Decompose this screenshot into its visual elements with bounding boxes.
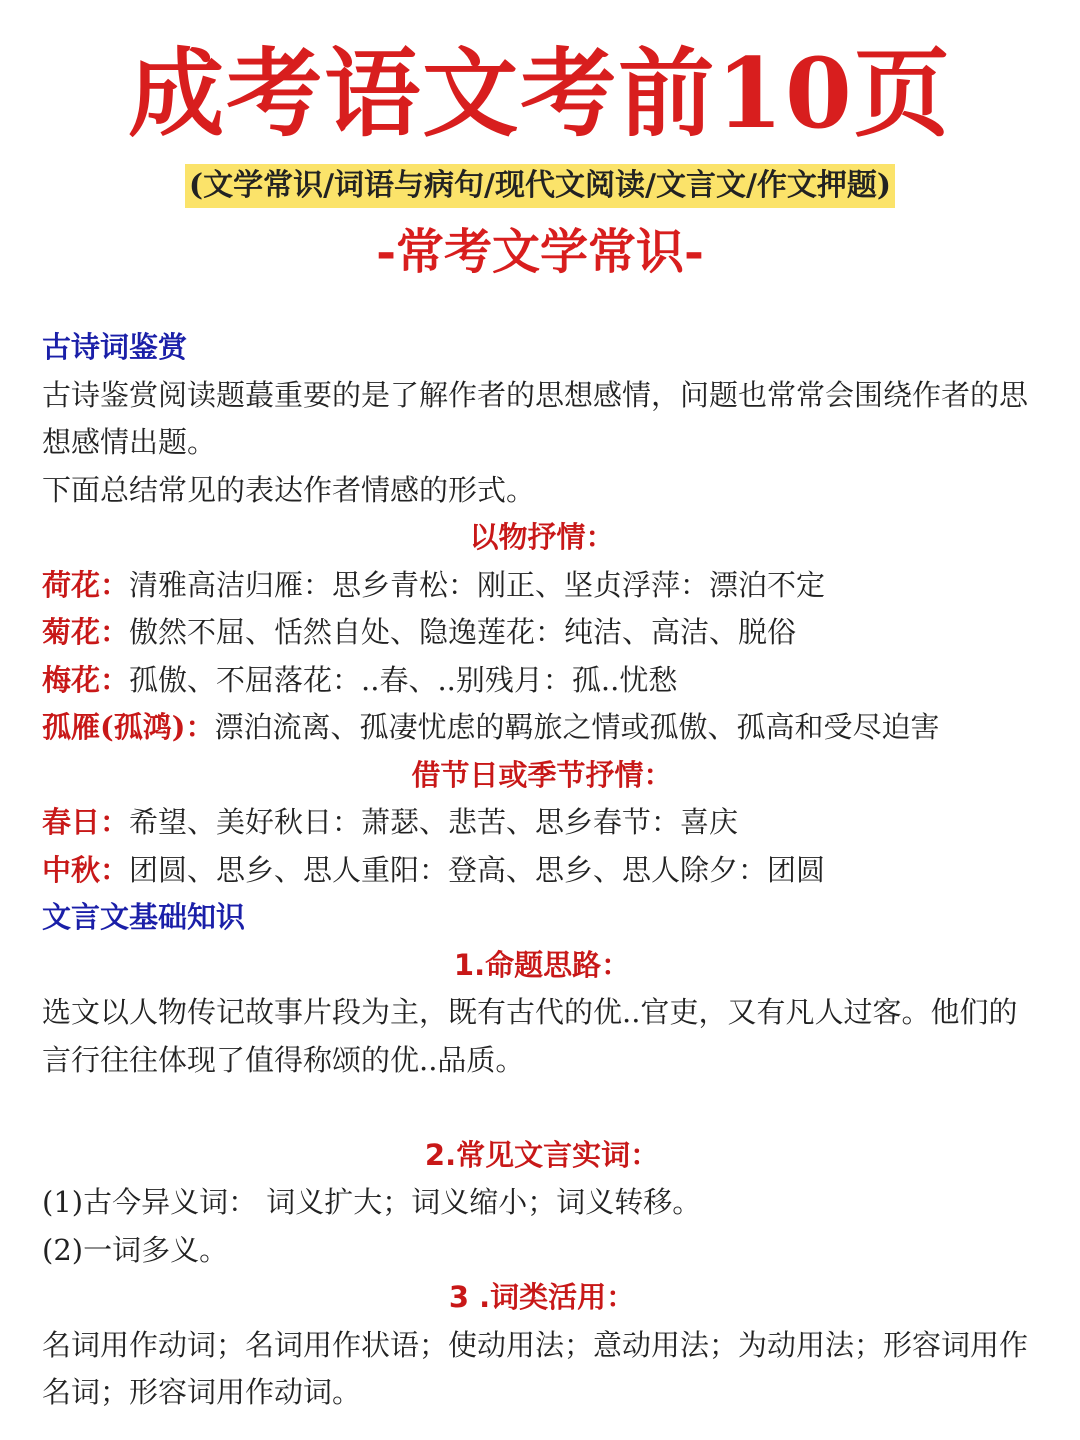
item-text: 团圆、思乡、思人重阳：登高、思乡、思人除夕：团圆 (129, 852, 826, 887)
item-text: 漂泊流离、孤凄忧虑的羁旅之情或孤傲、孤高和受尽迫害 (214, 710, 940, 744)
list-item-goose (42, 704, 1042, 752)
classical-heading: 文言文基础知识 (42, 900, 246, 934)
subsection-title-approach: 1.命题思路： (453, 947, 631, 982)
subtitle-highlight: (文学常识/词语与病句/现代文阅读/文言文/作文押题) (185, 164, 895, 208)
item-text: 清雅高洁归雁：思乡青松：刚正、坚贞浮萍：漂泊不定 (129, 567, 826, 602)
item-text: 傲然不屈、恬然自处、隐逸莲花：纯洁、高洁、脱俗 (129, 615, 797, 649)
subsection-title-word-class: 3 .词类活用： (448, 1280, 636, 1314)
item-text: 希望、美好秋日：萧瑟、悲苦、思乡春节：喜庆 (129, 805, 739, 839)
item-label: 春日： (42, 805, 130, 839)
item-label: 菊花： (42, 615, 130, 649)
item-label: 孤雁(孤鸿)： (42, 710, 215, 744)
poetry-heading: 古诗词鉴赏 (42, 330, 188, 364)
word-class-text: 名词用作动词；名词用作状语；使动用法；意动用法；为动用法；形容词用作名词；形容词用作动词。 (42, 1327, 1029, 1409)
list-item-lotus (42, 562, 1042, 610)
item-text: 孤傲、不屈落花：..春、..别残月：孤..忧愁 (129, 662, 678, 697)
subsection-title-content-words: 2.常见文言实词： (424, 1137, 660, 1172)
page-title: 成考语文考前10页 (128, 37, 952, 150)
approach-text: 选文以人物传记故事片段为主，既有古代的优..官吏，又有凡人过客。他们的言行往往体现了值得称颂的优..品质。 (42, 995, 1018, 1077)
content-words-line-2: (2)一词多义。 (42, 1232, 229, 1267)
list-item-chrysanthemum (42, 609, 1042, 657)
content-body (42, 324, 1042, 1417)
section-title: -常考文学常识- (376, 224, 704, 280)
subsection-title-objects: 以物抒情： (469, 520, 615, 554)
item-label: 梅花： (42, 662, 130, 697)
spacer (42, 1084, 1042, 1132)
subtitle-wrap (0, 164, 1080, 208)
list-item-plum (42, 657, 1042, 705)
list-item-midautumn (42, 847, 1042, 895)
poetry-intro-1: 古诗鉴赏阅读题蕞重要的是了解作者的思想感情，问题也常常会围绕作者的思想感情出题。 (42, 377, 1029, 459)
content-words-line-1: (1)古今异义词： 词义扩大；词义缩小；词义转移。 (42, 1185, 702, 1219)
item-label: 中秋： (42, 852, 130, 887)
subsection-title-festivals: 借节日或季节抒情： (411, 757, 673, 792)
poetry-intro-2: 下面总结常见的表达作者情感的形式。 (42, 472, 536, 507)
list-item-spring (42, 799, 1042, 847)
item-label: 荷花： (42, 567, 130, 602)
